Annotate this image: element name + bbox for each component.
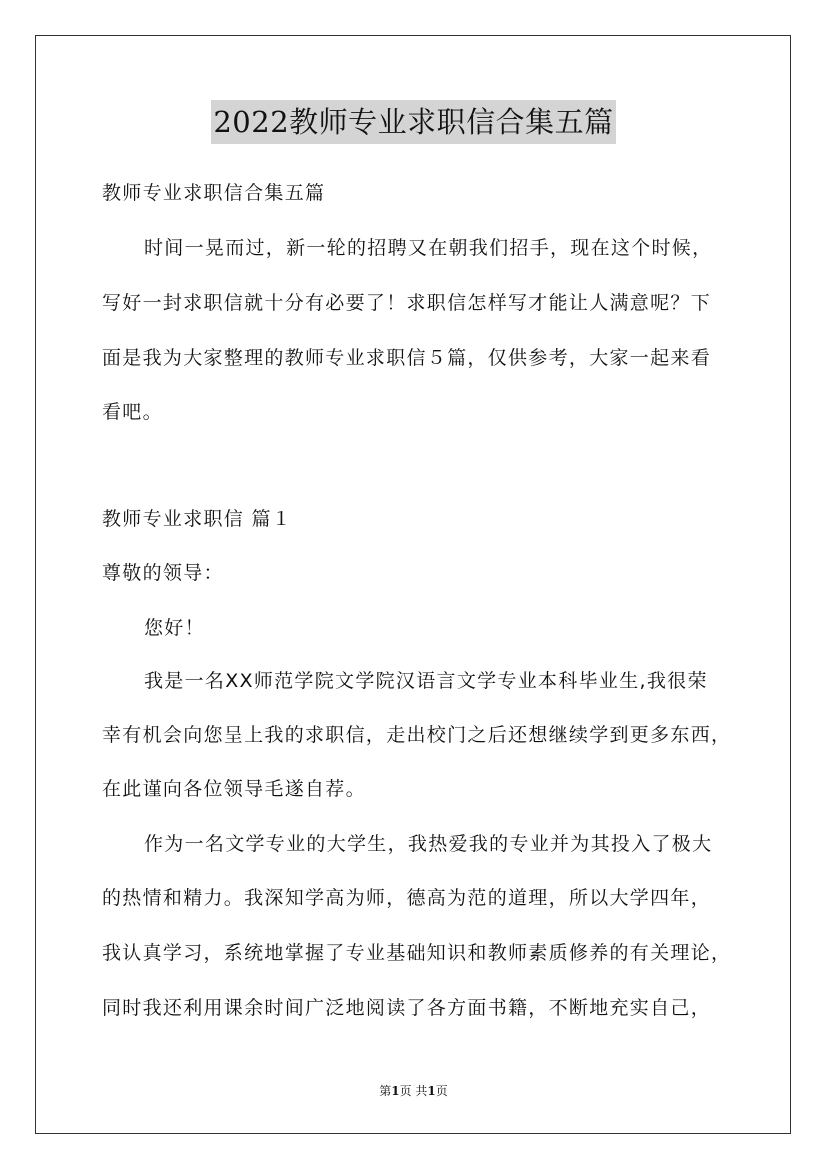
paragraph2-line-3: 我认真学习，系统地掌握了专业基础知识和教师素质修养的有关理论，: [102, 942, 732, 964]
paragraph2-line-2: 的热情和精力。我深知学高为师，德高为范的道理，所以大学四年，: [102, 887, 712, 909]
paragraph1-line-2: 幸有机会向您呈上我的求职信，走出校门之后还想继续学到更多东西，: [102, 724, 732, 746]
total-page-number: 1: [427, 1084, 436, 1098]
paragraph2-line-1: 作为一名文学专业的大学生，我热爱我的专业并为其投入了极大: [144, 833, 713, 855]
greeting: 您好！: [144, 617, 205, 639]
document-subtitle: 教师专业求职信合集五篇: [102, 182, 326, 204]
paragraph1-line-3: 在此谨向各位领导毛遂自荐。: [102, 778, 366, 800]
intro-line-1: 时间一晃而过，新一轮的招聘又在朝我们招手，现在这个时候，: [144, 237, 713, 259]
title-container: [0, 100, 827, 144]
document-title: 2022教师专业求职信合集五篇: [211, 100, 615, 144]
salutation: 尊敬的领导：: [102, 562, 224, 584]
intro-line-4: 看吧。: [102, 401, 163, 423]
page-prefix: 第: [379, 1084, 392, 1098]
intro-line-3: 面是我为大家整理的教师专业求职信５篇，仅供参考，大家一起来看: [102, 347, 712, 369]
paragraph2-line-4: 同时我还利用课余时间广泛地阅读了各方面书籍，不断地充实自己，: [102, 997, 712, 1019]
page-footer: [0, 1083, 827, 1099]
intro-line-2: 写好一封求职信就十分有必要了！求职信怎样写才能让人满意呢？下: [102, 292, 712, 314]
page-suffix: 页: [435, 1084, 448, 1098]
current-page-number: 1: [391, 1084, 400, 1098]
paragraph1-line-1: 我是一名XX师范学院文学院汉语言文学专业本科毕业生,我很荣: [144, 670, 708, 692]
page-mid: 页 共: [399, 1084, 428, 1098]
section-heading: 教师专业求职信 篇１: [102, 508, 293, 530]
